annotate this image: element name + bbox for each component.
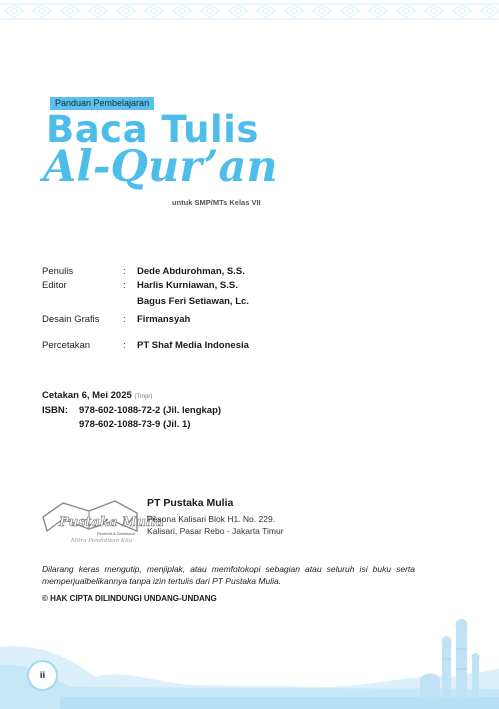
isbn-values (79, 404, 221, 432)
print-info (42, 389, 221, 432)
logo-motto: Mitra Pendidikan Kita (71, 538, 133, 544)
edition-text: Cetakan 6, Mei 2025 (42, 390, 132, 401)
isbn-value: 978-602-1088-73-9 (Jil. 1) (79, 419, 191, 430)
edition-line (42, 389, 221, 404)
credit-values (137, 279, 249, 309)
credit-values (137, 313, 190, 327)
credit-row-author (42, 265, 249, 279)
book-title-line2: Al-Qur’an (43, 142, 278, 192)
credit-colon: : (123, 280, 126, 291)
series-badge: Panduan Pembelajaran (50, 97, 154, 110)
credit-value: Bagus Feri Setiawan, Lc. (137, 296, 249, 307)
publisher-name: PT Pustaka Mulia (147, 497, 234, 509)
credit-value: Firmansyah (137, 314, 191, 325)
credit-colon: : (123, 340, 126, 351)
credits-list (42, 265, 249, 353)
logo-wordmark: Pustaka Mulia (59, 515, 165, 530)
publisher-address (147, 513, 284, 537)
credit-colon: : (123, 266, 126, 277)
copyright-disclaimer: Dilarang keras mengutip, menjiplak, atau memfotokopi sebagian atau seluruh isi buku serta memperjualbelikannya tanpa izin tertulis dari PT Pustaka Mulia. (42, 564, 415, 586)
page-number: ii (39, 670, 46, 681)
isbn-label: ISBN: (42, 405, 68, 416)
credit-value: Harlis Kurniawan, S.S. (137, 280, 238, 291)
credit-colon: : (123, 314, 126, 325)
isbn-row (42, 404, 221, 432)
credit-row-design (42, 313, 249, 327)
top-ornament-border (0, 0, 499, 22)
credit-row-printer (42, 339, 249, 353)
credit-values (137, 339, 249, 353)
isbn-value: 978-602-1088-72-2 (Jil. lengkap) (79, 405, 222, 416)
publisher-info (147, 496, 284, 537)
credit-value: PT Shaf Media Indonesia (137, 340, 249, 351)
book-subtitle: untuk SMP/MTs Kelas VII (172, 198, 261, 207)
credit-values (137, 265, 245, 279)
edition-note: (Tmpr) (134, 394, 153, 400)
publisher-address-line1: Pesona Kalisari Blok H1. No. 229. (147, 514, 276, 524)
credit-label: Percetakan (42, 340, 91, 351)
bottom-decoration (0, 619, 499, 709)
publisher-address-line2: Kalisari, Pasar Rebo - Jakarta Timur (147, 526, 284, 536)
page-number-circle (27, 660, 58, 691)
copyright-notice: © HAK CIPTA DILINDUNGI UNDANG-UNDANG (42, 594, 217, 603)
credit-label: Editor (42, 280, 67, 291)
credit-label: Desain Grafis (42, 314, 100, 325)
book-title-line1: Baca Tulis (46, 108, 259, 151)
credit-label: Penulis (42, 266, 74, 277)
credit-row-editor (42, 279, 249, 309)
publisher-logo (41, 497, 165, 549)
logo-tagline: Penerbit & Distributor (97, 531, 136, 536)
credit-value: Dede Abdurohman, S.S. (137, 266, 245, 277)
